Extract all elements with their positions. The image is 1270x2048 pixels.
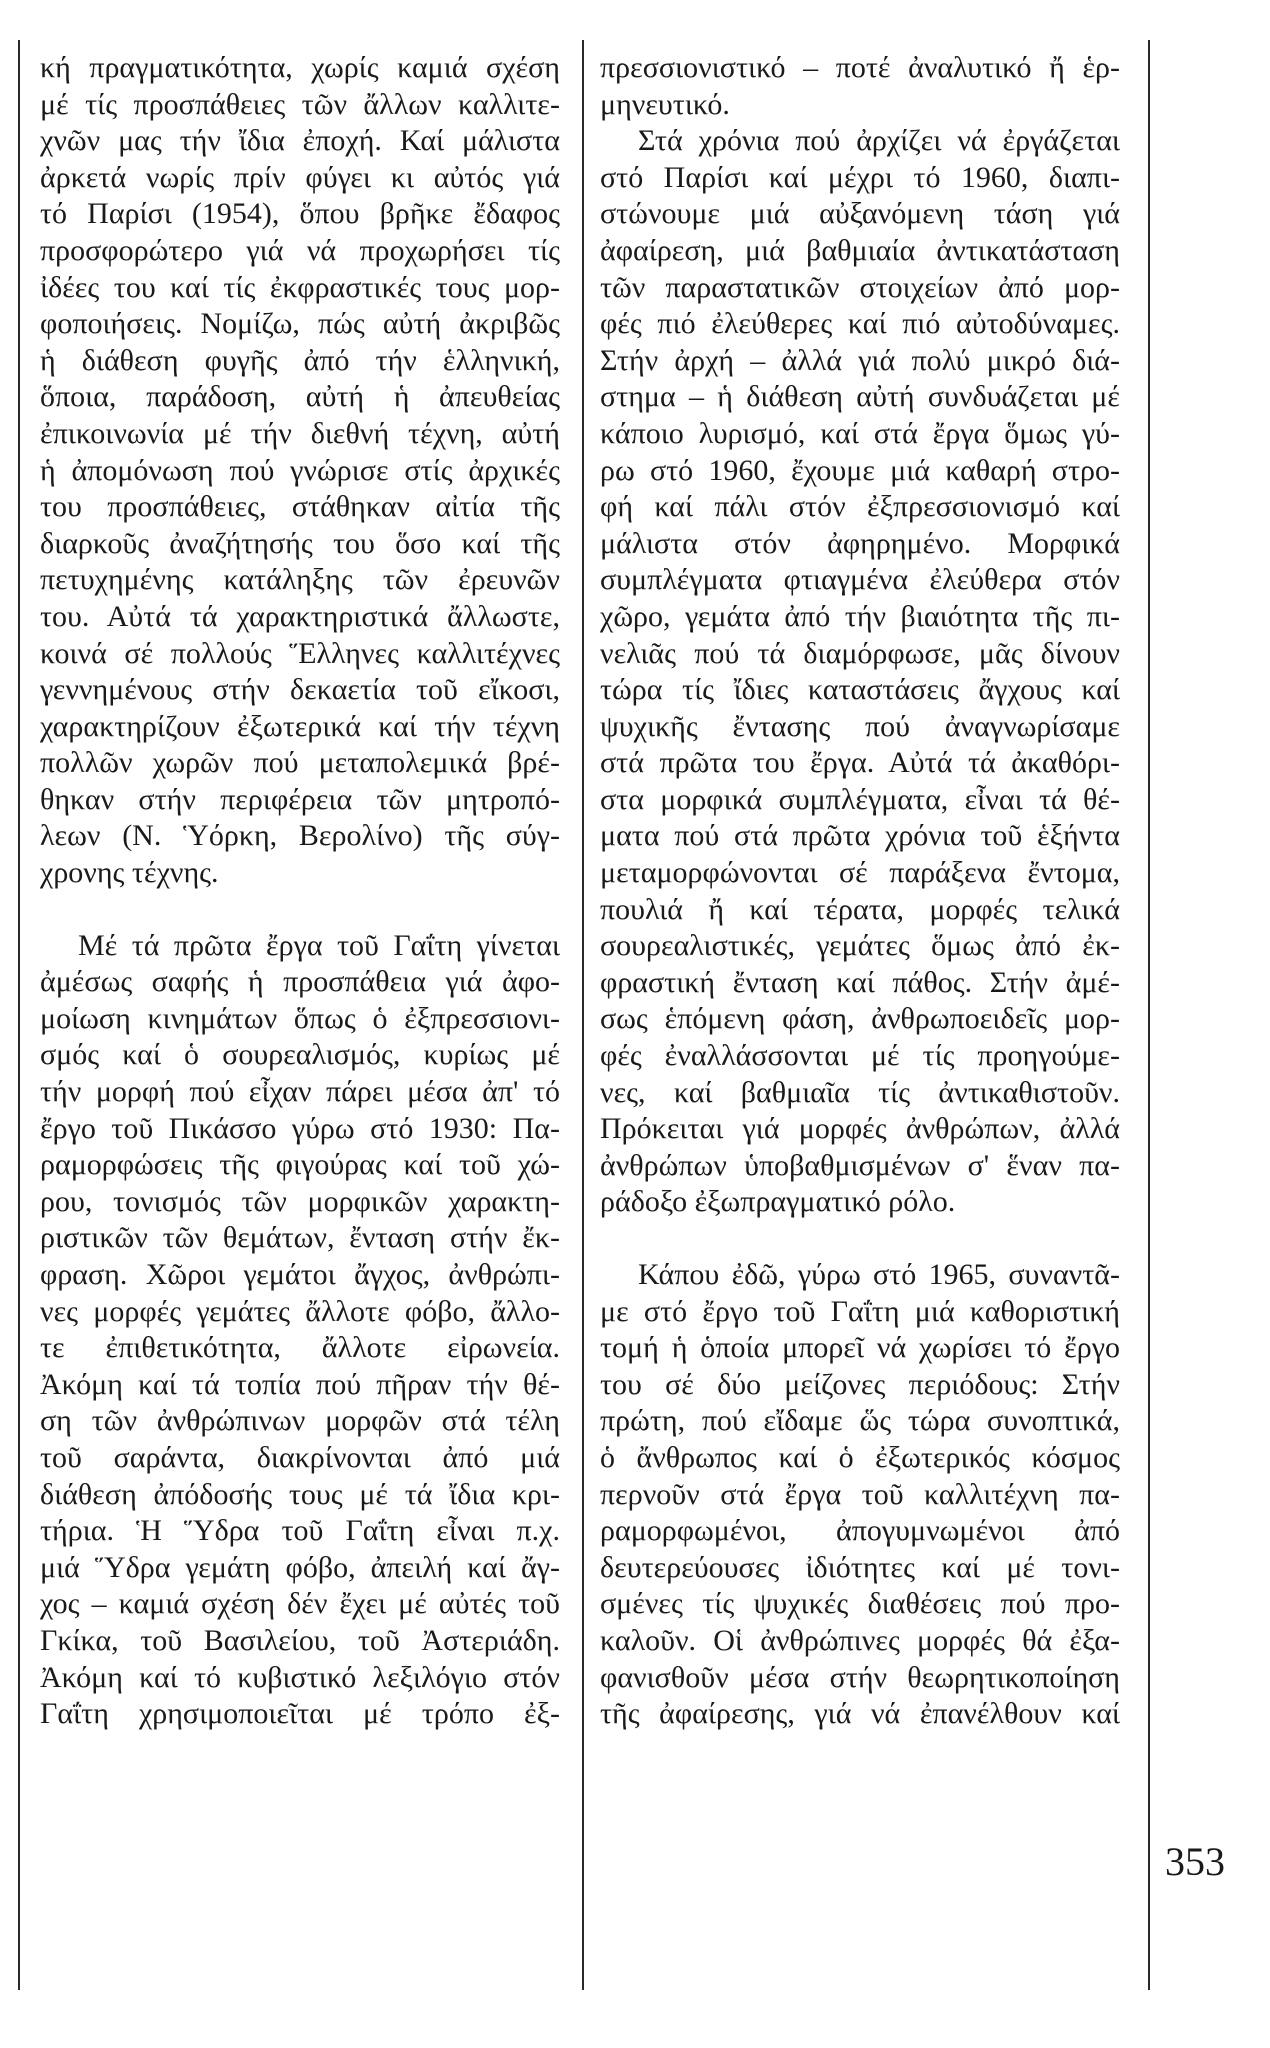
text-line: Στήν ἀρχή – ἀλλά γιά πολύ μικρό διά- (600, 343, 1120, 377)
text-line: διαρκοῦς ἀναζήτησής του ὅσο καί τῆς (40, 526, 560, 560)
text-line: πρώτη, πού εἴδαμε ὥς τώρα συνοπτικά, (600, 1404, 1120, 1438)
right-paragraph-2 (600, 123, 1120, 1221)
left-paragraph-2 (40, 928, 560, 1733)
text-line: κάποιο λυρισμό, καί στά ἔργα ὅμως γύ- (600, 416, 1120, 450)
text-line: στώνουμε μιά αὐξανόμενη τάση γιά (600, 197, 1120, 231)
text-line: καλοῦν. Οἱ ἀνθρώπινες μορφές θά ἐξα- (600, 1623, 1120, 1657)
left-margin-rule (18, 40, 20, 1990)
text-line: φές ἐναλλάσσονται μέ τίς προηγούμε- (600, 1039, 1120, 1073)
text-line: Γκίκα, τοῦ Βασιλείου, τοῦ Ἀστεριάδη. (40, 1623, 560, 1657)
right-paragraph-1 (600, 50, 1120, 123)
text-line: μάλιστα στόν ἀφηρημένο. Μορφικά (600, 526, 1120, 560)
text-line: γεννημένους στήν δεκαετία τοῦ εἴκοσι, (40, 673, 560, 707)
text-line: Γαΐτη χρησιμοποιεῖται μέ τρόπο ἐξ- (40, 1697, 560, 1731)
text-line: χαρακτηρίζουν ἐξωτερικά καί τήν τέχνη (40, 709, 560, 743)
text-line: τώρα τίς ἴδιες καταστάσεις ἄγχους καί (600, 673, 1120, 707)
text-line: τοῦ σαράντα, διακρίνονται ἀπό μιά (40, 1440, 560, 1474)
text-line: λεων (Ν. Ὑόρκη, Βερολίνο) τῆς σύγ- (40, 819, 560, 853)
text-line: ράδοξο ἐξωπραγματικό ρόλο. (600, 1185, 956, 1219)
text-line: πουλιά ἤ καί τέρατα, μορφές τελικά (600, 892, 1120, 926)
left-paragraph-1 (40, 50, 560, 892)
text-line: Ἀκόμη καί τό κυβιστικό λεξιλόγιο στόν (40, 1660, 560, 1694)
text-line: σως ἑπόμενη φάση, ἀνθρωποειδεῖς μορ- (600, 1002, 1120, 1036)
page-number: 353 (1165, 1839, 1225, 1884)
text-line: στημα – ἡ διάθεση αὐτή συνδυάζεται μέ (600, 380, 1120, 414)
text-line: Ἀκόμη καί τά τοπία πού πῆραν τήν θέ- (40, 1367, 560, 1401)
text-line: ἀρκετά νωρίς πρίν φύγει κι αὐτός γιά (40, 160, 560, 194)
text-line: φραστική ἔνταση καί πάθος. Στήν ἀμέ- (600, 965, 1120, 999)
text-line: δευτερεύουσες ἰδιότητες καί μέ τονι- (600, 1550, 1120, 1584)
text-line: τῶν παραστατικῶν στοιχείων ἀπό μορ- (600, 270, 1120, 304)
text-line: κοινά σέ πολλούς Ἕλληνες καλλιτέχνες (40, 636, 560, 670)
text-line: σουρεαλιστικές, γεμάτες ὅμως ἀπό ἐκ- (600, 929, 1120, 963)
text-line: φοποιήσεις. Νομίζω, πώς αὐτή ἀκριβῶς (40, 307, 560, 341)
text-line: χος – καμιά σχέση δέν ἔχει μέ αὐτές τοῦ (40, 1587, 560, 1621)
text-line: ραμορφώσεις τῆς φιγούρας καί τοῦ χώ- (40, 1148, 560, 1182)
text-line: ραμορφωμένοι, ἀπογυμνωμένοι ἀπό (600, 1514, 1120, 1548)
text-line: ρου, τονισμός τῶν μορφικῶν χαρακτη- (40, 1184, 560, 1218)
text-line: νες μορφές γεμάτες ἄλλοτε φόβο, ἄλλο- (40, 1294, 560, 1328)
text-line: ἐπικοινωνία μέ τήν διεθνή τέχνη, αὐτή (40, 416, 560, 450)
text-line: τό Παρίσι (1954), ὅπου βρῆκε ἔδαφος (40, 197, 560, 231)
text-line: ρω στό 1960, ἔχουμε μιά καθαρή στρο- (600, 453, 1120, 487)
text-line: θηκαν στήν περιφέρεια τῶν μητροπό- (40, 782, 560, 816)
text-line: στά πρῶτα του ἔργα. Αὐτά τά ἀκαθόρι- (600, 746, 1120, 780)
text-line: μεταμορφώνονται σέ παράξενα ἔντομα, (600, 856, 1120, 890)
text-line: τε ἐπιθετικότητα, ἄλλοτε εἰρωνεία. (40, 1331, 560, 1365)
text-line: Μέ τά πρῶτα ἔργα τοῦ Γαΐτη γίνεται (78, 928, 560, 962)
text-line: του. Αὐτά τά χαρακτηριστικά ἄλλωστε, (40, 599, 560, 633)
text-line: ὁ ἄνθρωπος καί ὁ ἐξωτερικός κόσμος (600, 1440, 1120, 1474)
text-line: σμός καί ὁ σουρεαλισμός, κυρίως μέ (40, 1038, 560, 1072)
right-margin-rule (1148, 40, 1150, 1990)
text-line: Πρόκειται γιά μορφές ἀνθρώπων, ἀλλά (600, 1112, 1120, 1146)
paragraph-gap (600, 1221, 1120, 1257)
text-line: χῶρο, γεμάτα ἀπό τήν βιαιότητα τῆς πι- (600, 599, 1120, 633)
text-line: τήν μορφή πού εἶχαν πάρει μέσα ἀπ' τό (40, 1075, 560, 1109)
text-line: νελιᾶς πού τά διαμόρφωσε, μᾶς δίνουν (600, 636, 1120, 670)
text-line: μέ τίς προσπάθειες τῶν ἄλλων καλλιτε- (40, 87, 560, 121)
text-line: διάθεση ἀπόδοσής τους μέ τά ἴδια κρι- (40, 1477, 560, 1511)
text-line: πετυχημένης κατάληξης τῶν ἐρευνῶν (40, 563, 560, 597)
text-line: ἀφαίρεση, μιά βαθμιαία ἀντικατάσταση (600, 233, 1120, 267)
text-line: μηνευτικό. (600, 87, 730, 121)
text-line: μιά Ὕδρα γεμάτη φόβο, ἀπειλή καί ἄγ- (40, 1550, 560, 1584)
left-column (40, 50, 560, 1733)
text-line: του προσπάθειες, στάθηκαν αἰτία τῆς (40, 490, 560, 524)
text-line: χνῶν μας τήν ἴδια ἐποχή. Καί μάλιστα (40, 124, 560, 158)
text-line: χρονης τέχνης. (40, 856, 219, 890)
text-line: σμένες τίς ψυχικές διαθέσεις πού προ- (600, 1587, 1120, 1621)
text-line: προσφορώτερο γιά νά προχωρήσει τίς (40, 233, 560, 267)
text-line: ση τῶν ἀνθρώπινων μορφῶν στά τέλη (40, 1404, 560, 1438)
text-line: περνοῦν στά ἔργα τοῦ καλλιτέχνη πα- (600, 1477, 1120, 1511)
text-line: ἡ ἀπομόνωση πού γνώρισε στίς ἀρχικές (40, 453, 560, 487)
text-line: κή πραγματικότητα, χωρίς καμιά σχέση (40, 51, 560, 84)
text-line: Κάπου ἐδῶ, γύρω στό 1965, συναντᾶ- (638, 1258, 1120, 1291)
text-line: τομή ἡ ὁποία μπορεῖ νά χωρίσει τό ἔργο (600, 1331, 1120, 1365)
text-line: ἀμέσως σαφής ἡ προσπάθεια γιά ἀφο- (40, 965, 560, 999)
text-line: φραση. Χῶροι γεμάτοι ἄγχος, ἀνθρώπι- (40, 1258, 560, 1291)
text-line: με στό ἔργο τοῦ Γαΐτη μιά καθοριστική (600, 1294, 1120, 1328)
text-line: συμπλέγματα φτιαγμένα ἐλεύθερα στόν (600, 563, 1120, 597)
text-line: νες, καί βαθμιαῖα τίς ἀντικαθιστοῦν. (600, 1075, 1120, 1109)
text-line: ματα πού στά πρῶτα χρόνια τοῦ ἑξήντα (600, 819, 1120, 853)
text-line: πρεσσιονιστικό – ποτέ ἀναλυτικό ἤ ἑρ- (600, 51, 1120, 84)
text-line: του σέ δύο μείζονες περιόδους: Στήν (600, 1367, 1120, 1401)
text-line: ἀνθρώπων ὑποβαθμισμένων σ' ἕναν πα- (600, 1148, 1120, 1182)
text-line: ψυχικῆς ἔντασης πού ἀναγνωρίσαμε (600, 709, 1120, 743)
text-line: ἔργο τοῦ Πικάσσο γύρω στό 1930: Πα- (40, 1111, 560, 1145)
text-line: φές πιό ἐλεύθερες καί πιό αὐτοδύναμες. (600, 307, 1120, 341)
column-divider-rule (582, 40, 584, 1990)
text-line: τῆς ἀφαίρεσης, γιά νά ἐπανέλθουν καί (600, 1697, 1120, 1731)
right-paragraph-3 (600, 1257, 1120, 1733)
text-line: μοίωση κινημάτων ὅπως ὁ ἐξπρεσσιονι- (40, 1001, 560, 1035)
text-line: φανισθοῦν μέσα στήν θεωρητικοποίηση (600, 1660, 1120, 1694)
text-line: φή καί πάλι στόν ἐξπρεσσιονισμό καί (600, 490, 1120, 524)
text-line: στα μορφικά συμπλέγματα, εἶναι τά θέ- (600, 782, 1120, 816)
paragraph-gap (40, 892, 560, 928)
text-line: ἰδέες του καί τίς ἐκφραστικές τους μορ- (40, 270, 560, 304)
text-line: πολλῶν χωρῶν πού μεταπολεμικά βρέ- (40, 746, 560, 780)
right-column (600, 50, 1120, 1733)
text-line: στό Παρίσι καί μέχρι τό 1960, διαπι- (600, 160, 1120, 194)
text-line: τήρια. Ἡ Ὕδρα τοῦ Γαΐτη εἶναι π.χ. (40, 1514, 560, 1548)
text-line: ἡ διάθεση φυγῆς ἀπό τήν ἑλληνική, (40, 343, 560, 377)
text-line: Στά χρόνια πού ἀρχίζει νά ἐργάζεται (638, 124, 1120, 158)
text-line: ὅποια, παράδοση, αὐτή ἡ ἀπευθείας (40, 380, 560, 414)
text-line: ριστικῶν τῶν θεμάτων, ἔνταση στήν ἔκ- (40, 1221, 560, 1255)
